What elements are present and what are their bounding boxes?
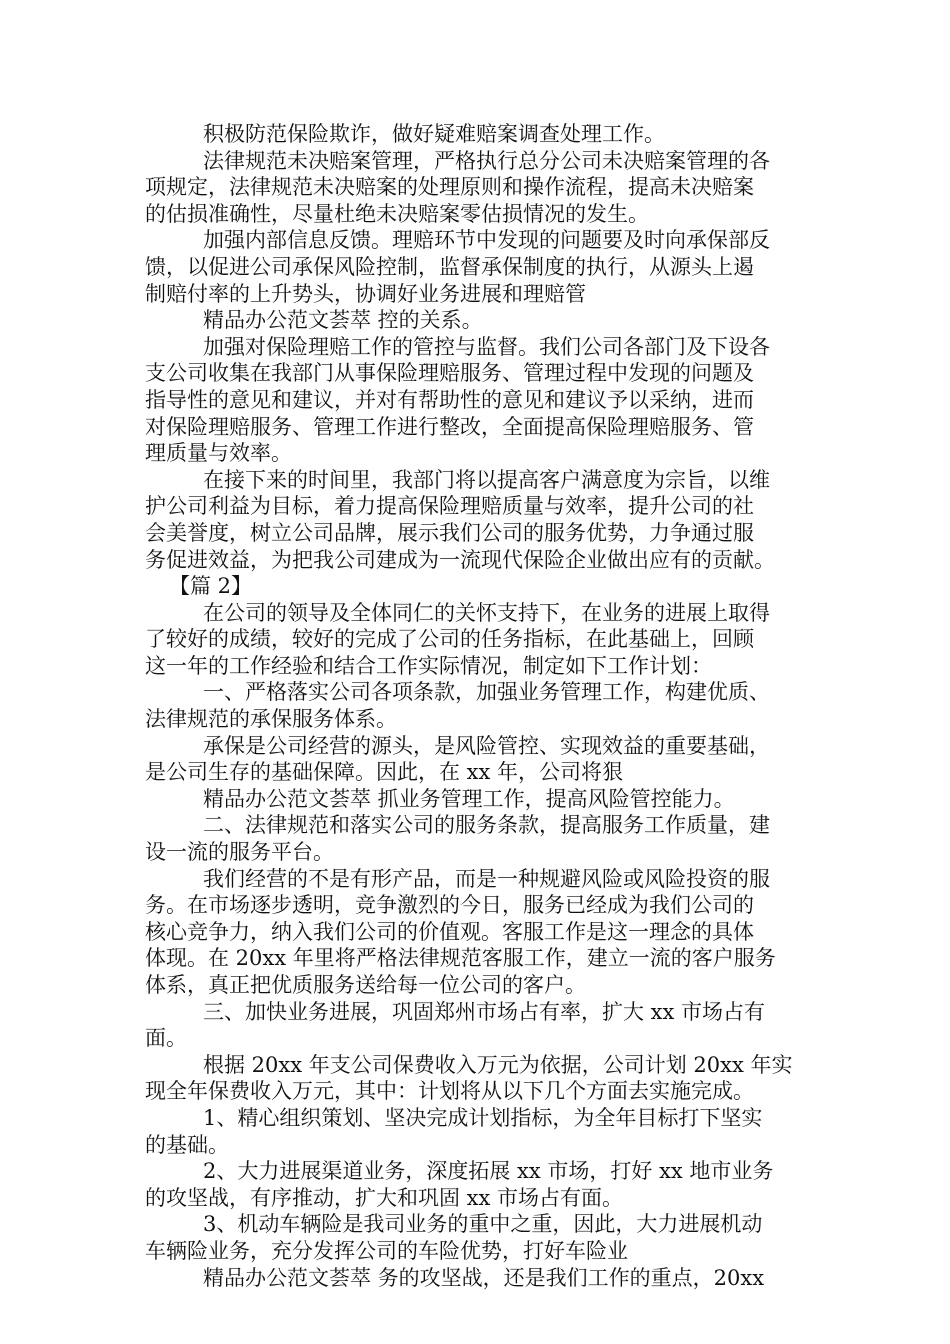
text-line: 精品办公范文荟萃 抓业务管理工作，提高风险管控能力。 [203, 786, 735, 811]
text-line: 二、法律规范和落实公司的服务条款，提高服务工作质量，建 [203, 813, 770, 838]
text-line: 体现。在 20xx 年里将严格法律规范客服工作，建立一流的客户服务 [145, 946, 776, 971]
text-line: 在公司的领导及全体同仁的关怀支持下，在业务的进展上取得 [203, 600, 770, 625]
text-line: 的基础。 [145, 1132, 229, 1157]
text-line: 会美誉度，树立公司品牌，展示我们公司的服务优势，力争通过服 [145, 520, 754, 545]
text-line: 三、加快业务进展，巩固郑州市场占有率，扩大 xx 市场占有 [203, 999, 766, 1024]
text-line: 项规定，法律规范未决赔案的处理原则和操作流程，提高未决赔案 [145, 175, 754, 200]
text-line: 法律规范未决赔案管理，严格执行总分公司未决赔案管理的各 [203, 148, 770, 173]
text-line: 支公司收集在我部门从事保险理赔服务、管理过程中发现的问题及 [145, 361, 754, 386]
text-line: 体系，真正把优质服务送给每一位公司的客户。 [145, 973, 586, 997]
text-line: 指导性的意见和建议，并对有帮助性的意见和建议予以采纳，进而 [145, 387, 754, 412]
text-line: 制赔付率的上升势头，协调好业务进展和理赔管 [145, 281, 586, 306]
text-line: 根据 20xx 年支公司保费收入万元为依据，公司计划 20xx 年实 [203, 1052, 793, 1077]
text-line: 3、机动车辆险是我司业务的重中之重，因此，大力进展机动 [203, 1212, 763, 1237]
text-line: 2、大力进展渠道业务，深度拓展 xx 市场，打好 xx 地市业务 [203, 1159, 774, 1184]
text-line: 车辆险业务，充分发挥公司的车险优势，打好车险业 [145, 1238, 628, 1263]
text-line: 精品办公范文荟萃 控的关系。 [203, 308, 483, 333]
text-line: 馈，以促进公司承保风险控制，监督承保制度的执行，从源头上遏 [145, 254, 754, 279]
text-line: 积极防范保险欺诈，做好疑难赔案调查处理工作。 [203, 122, 665, 146]
text-line: 对保险理赔服务、管理工作进行整改，全面提高保险理赔服务、管 [145, 414, 754, 439]
text-line: 在接下来的时间里，我部门将以提高客户满意度为宗旨，以维 [203, 467, 770, 492]
text-line: 1、精心组织策划、坚决完成计划指标，为全年目标打下坚实 [203, 1105, 763, 1130]
text-line: 我们经营的不是有形产品，而是一种规避风险或风险投资的服 [203, 866, 770, 891]
text-line: 的攻坚战，有序推动，扩大和巩固 xx 市场占有面。 [145, 1185, 624, 1210]
text-line: 设一流的服务平台。 [145, 840, 334, 865]
section-heading: 【篇 2】 [169, 574, 253, 599]
text-line: 面。 [145, 1026, 187, 1051]
text-line: 务促进效益，为把我公司建成为一流现代保险企业做出应有的贡献。 [145, 547, 775, 572]
text-line: 了较好的成绩，较好的完成了公司的任务指标，在此基础上，回顾 [145, 627, 754, 652]
text-line: 现全年保费收入万元，其中：计划将从以下几个方面去实施完成。 [145, 1079, 754, 1104]
text-line: 加强对保险理赔工作的管控与监督。我们公司各部门及下设各 [203, 334, 770, 359]
text-line: 一、严格落实公司各项条款，加强业务管理工作，构建优质、 [203, 680, 770, 705]
text-line: 护公司利益为目标，着力提高保险理赔质量与效率，提升公司的社 [145, 494, 754, 519]
text-line: 精品办公范文荟萃 务的攻坚战，还是我们工作的重点，20xx [203, 1265, 765, 1290]
text-line: 承保是公司经营的源头，是风险管控、实现效益的重要基础， [203, 733, 770, 758]
text-line: 是公司生存的基础保障。因此，在 xx 年，公司将狠 [145, 760, 624, 785]
text-line: 理质量与效率。 [145, 441, 292, 466]
text-line: 这一年的工作经验和结合工作实际情况，制定如下工作计划： [145, 653, 712, 678]
text-line: 核心竞争力，纳入我们公司的价值观。客服工作是这一理念的具体 [145, 919, 754, 944]
text-line: 务。在市场逐步透明，竞争激烈的今日，服务已经成为我们公司的 [145, 893, 754, 918]
text-line: 的估损准确性，尽量杜绝未决赔案零估损情况的发生。 [145, 201, 649, 226]
text-line: 加强内部信息反馈。理赔环节中发现的问题要及时向承保部反 [203, 228, 770, 253]
document-body [145, 121, 809, 1291]
text-line: 法律规范的承保服务体系。 [145, 707, 397, 732]
